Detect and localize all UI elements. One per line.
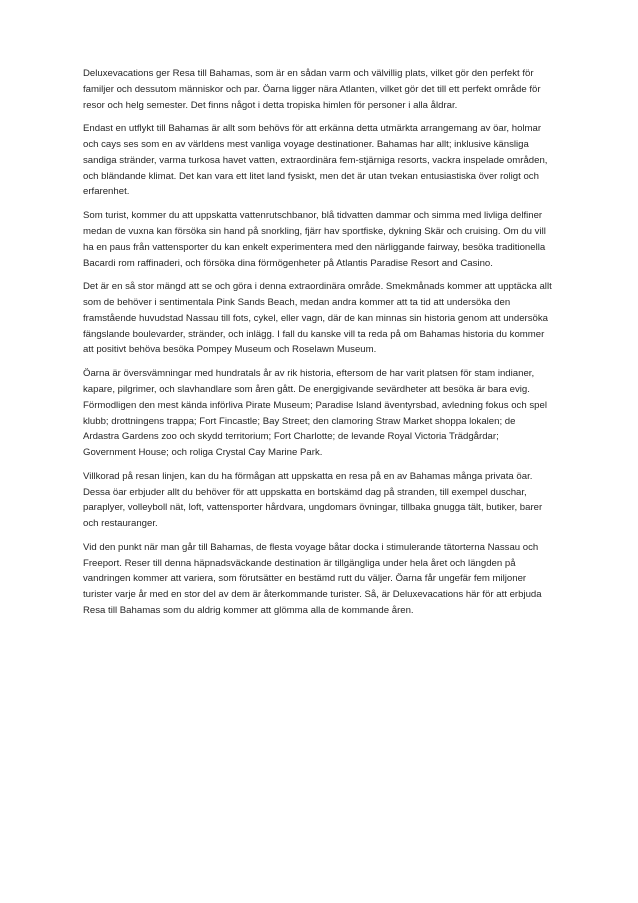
paragraph-5: Öarna är översvämningar med hundratals år av rik historia, eftersom de har varit platsen för stam indianer, kapare, pilgrimer, och slavhandlare som åren gått. De energigivande sevärdheter att besöka är bara evig. Förmodligen den mest kända införliva Pirate Museum; Paradise Island äventyrsbad, avledning fokus och spel klubb; drottningens trappa; Fort Fincastle; Bay Street; den clamoring Straw Market shoppa lokalen; de Ardastra Gardens zoo och skydd territorium; Fort Charlotte; de levande Royal Victoria Trädgårdar; Government House; och roliga Crystal Cay Marine Park. (83, 368, 547, 459)
paragraph-4: Det är en så stor mängd att se och göra i denna extraordinära område. Smekmånads kommer att upptäcka allt som de behöver i sentimentala Pink Sands Beach, medan andra kommer att ta tid att undersöka den framstående huvudstad Nassau till fots, cykel, eller vagn, där de kan minnas sin historia genom att undersöka fängslande boulevarder, stränder, och inlägg. I fall du kanske vill ta reda på om Bahamas historia du kommer att positivt behöva besöka Pompey Museum och Roselawn Museum. (83, 281, 552, 356)
document-body (83, 66, 553, 627)
paragraph-1: Deluxevacations ger Resa till Bahamas, som är en sådan varm och välvillig plats, vilket gör den perfekt för familjer och dessutom människor och par. Öarna ligger nära Atlanten, vilket gör det till ett perfekt område för resor och helg semester. Det finns något i detta tropiska himlen för personer i alla åldrar. (83, 68, 541, 111)
paragraph-7: Vid den punkt när man går till Bahamas, de flesta voyage båtar docka i stimulerande tätorterna Nassau och Freeport. Reser till denna häpnadsväckande destination är tillgängliga under hela året och längden på vandringen kommer att variera, som förutsätter en bestämd rutt du väljer. Öarna får ungefär fem miljoner turister varje år med en stor del av dem är återkommande turister. Så, är Deluxevacations här för att erbjuda Resa till Bahamas som du aldrig kommer att glömma alla de kommande åren. (83, 541, 542, 617)
paragraph-2: Endast en utflykt till Bahamas är allt som behövs för att erkänna detta utmärkta arrangemang av öar, holmar och cays ses som en av världens mest vanliga voyage destinationer. Bahamas har allt; inklusive känsliga sandiga stränder, varma turkosa havet vatten, extraordinära fem-stjärniga resorts, vackra inspelade områden, och bländande klimat. Det kan vara ett litet land fysiskt, men det är utan tvekan entusiastiska över roligt och erfarenhet. (83, 123, 548, 198)
paragraph-3: Som turist, kommer du att uppskatta vattenrutschbanor, blå tidvatten dammar och simma med livliga delfiner medan de vuxna kan försöka sin hand på snorkling, fjärr hav sportfiske, dykning Skär och cruising. Om du vill ha en paus från vattensporter du kan enkelt experimentera med den närliggande fairway, besöka traditionella Bacardi rom raffinaderi, och försöka dina förmögenheter på Atlantis Paradise Resort and Casino. (83, 210, 546, 269)
paragraph-6: Villkorad på resan linjen, kan du ha förmågan att uppskatta en resa på en av Bahamas många privata öar. Dessa öar erbjuder allt du behöver för att uppskatta en bortskämd dag på stranden, till exempel duschar, paraplyer, volleyboll nät, loft, vattensporter hårdvara, ungdomars övningar, tillbaka gnugga tält, butiker, barer och restauranger. (83, 470, 543, 530)
